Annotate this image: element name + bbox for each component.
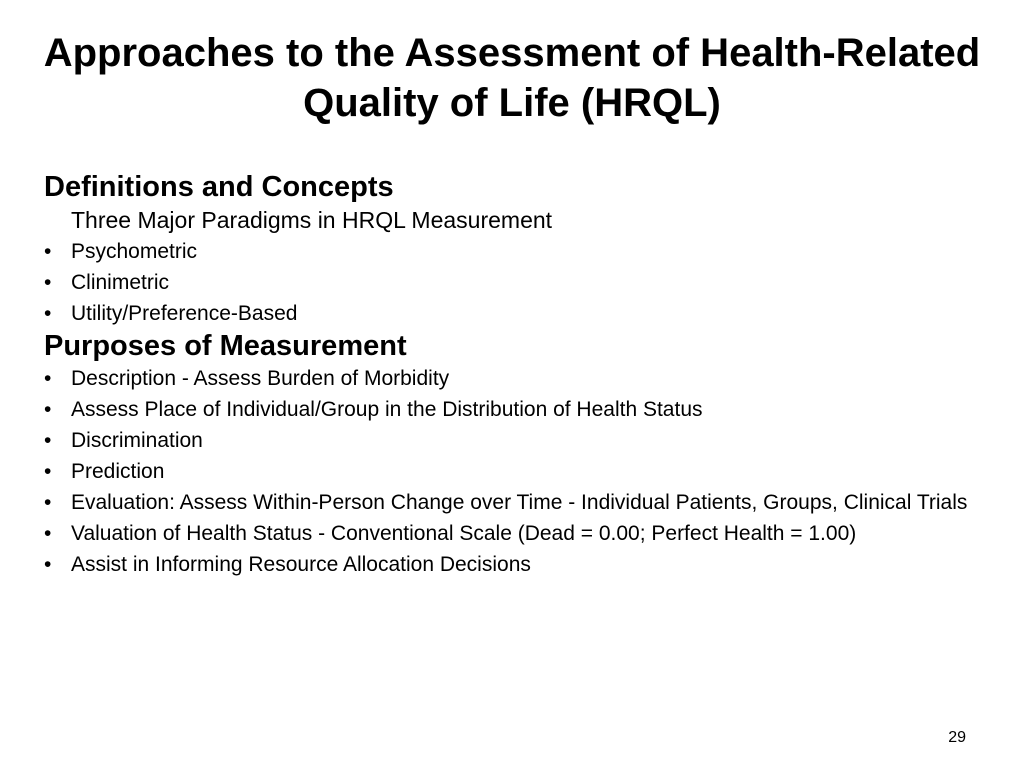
list-item [44, 518, 984, 549]
bullet-icon: • [44, 271, 52, 294]
list-item [44, 298, 984, 329]
section-purposes [44, 329, 984, 580]
bullet-list [44, 236, 984, 329]
bullet-icon: • [44, 460, 52, 483]
list-item [44, 267, 984, 298]
list-item-text: Description - Assess Burden of Morbidity [71, 367, 450, 390]
list-item [44, 456, 984, 487]
slide-body [44, 170, 984, 580]
bullet-icon: • [44, 429, 52, 452]
list-item-text: Prediction [71, 460, 165, 483]
bullet-icon: • [44, 522, 52, 545]
list-item [44, 549, 984, 580]
bullet-icon: • [44, 491, 52, 514]
list-item-text: Valuation of Health Status - Conventional Scale (Dead = 0.00; Perfect Health = 1.00) [71, 522, 857, 545]
bullet-icon: • [44, 398, 52, 421]
list-item-text: Psychometric [71, 240, 198, 263]
section-heading: Purposes of Measurement [44, 330, 407, 362]
section-subheading: Three Major Paradigms in HRQL Measurement [71, 207, 553, 233]
list-item-text: Assess Place of Individual/Group in the Distribution of Health Status [71, 398, 703, 421]
list-item-text: Assist in Informing Resource Allocation Decisions [71, 553, 531, 576]
section-definitions [44, 170, 984, 329]
list-item [44, 425, 984, 456]
list-item-text: Discrimination [71, 429, 203, 452]
section-heading: Definitions and Concepts [44, 171, 394, 203]
list-item [44, 236, 984, 267]
bullet-list [44, 363, 984, 580]
page-number: 29 [948, 729, 966, 746]
slide-title: Approaches to the Assessment of Health-Related Quality of Life (HRQL) [43, 31, 981, 125]
list-item [44, 487, 984, 518]
list-item-text: Utility/Preference-Based [71, 302, 298, 325]
list-item-text: Evaluation: Assess Within-Person Change over Time - Individual Patients, Groups, Clinical Trials [71, 491, 968, 514]
list-item [44, 363, 984, 394]
list-item [44, 394, 984, 425]
bullet-icon: • [44, 553, 52, 576]
bullet-icon: • [44, 367, 52, 390]
bullet-icon: • [44, 240, 52, 263]
list-item-text: Clinimetric [71, 271, 170, 294]
bullet-icon: • [44, 302, 52, 325]
